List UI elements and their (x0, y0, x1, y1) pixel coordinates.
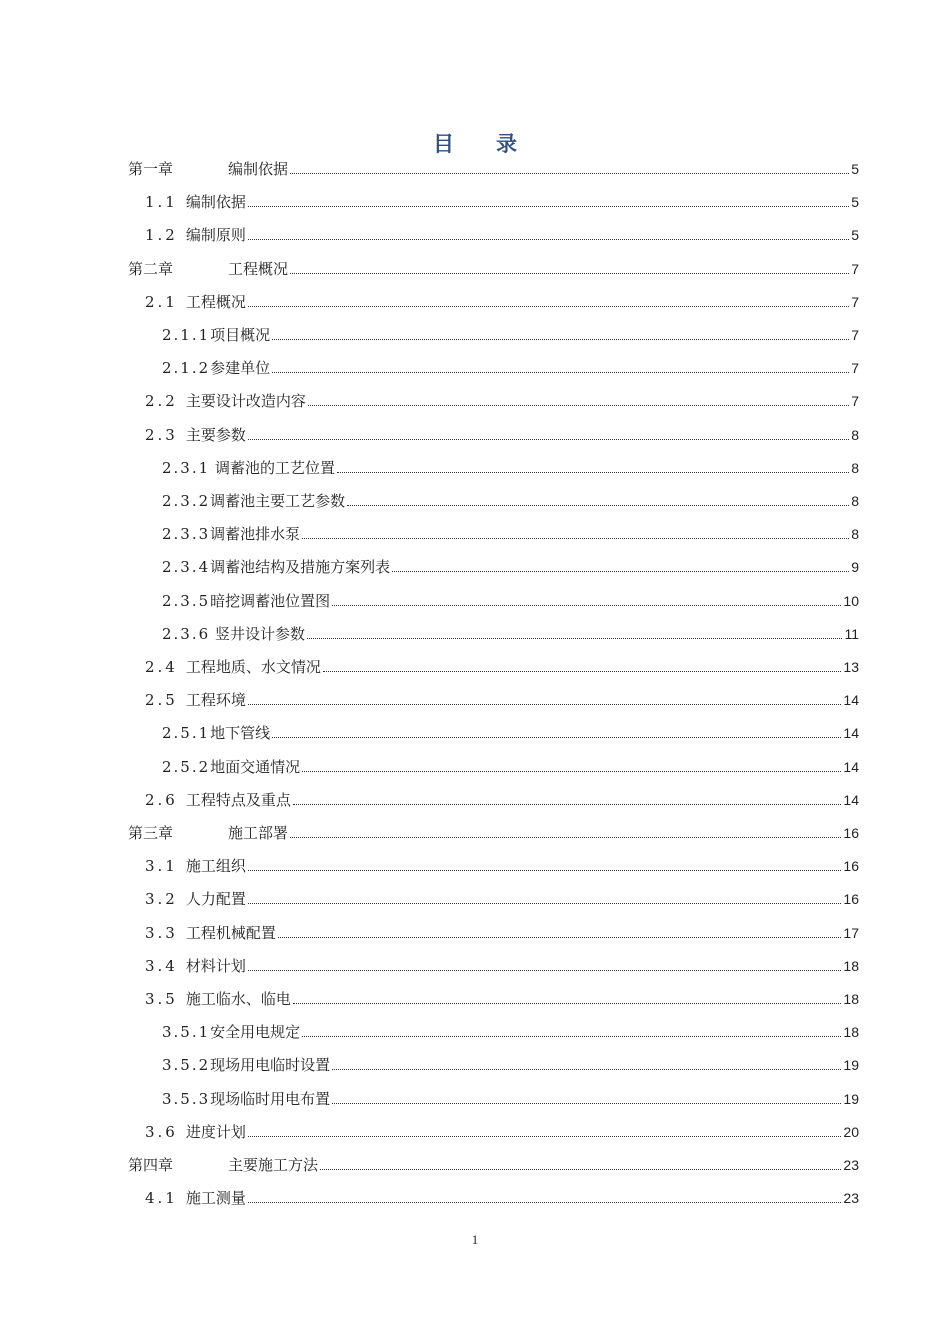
toc-leader-dots (337, 471, 849, 473)
toc-entry-title: 工程概况 (185, 292, 246, 311)
toc-entry-page: 9 (851, 559, 859, 576)
toc-entry-number: 1.2 (145, 226, 178, 245)
toc-entry-number: 2.3.2 (162, 492, 211, 510)
toc-entry-number: 2.5.1 (162, 724, 211, 743)
toc-entry-number: 第四章 (128, 1156, 174, 1174)
toc-leader-dots (302, 537, 849, 539)
toc-entry[interactable] (145, 684, 859, 710)
toc-entry-number: 第二章 (128, 259, 174, 278)
toc-entry-title: 进度计划 (185, 1122, 246, 1141)
toc-entry-number: 3.1 (145, 857, 178, 876)
toc-entry[interactable] (145, 1182, 859, 1208)
toc-entry-number: 2.5.2 (162, 757, 211, 776)
toc-entry-page: 8 (851, 526, 859, 543)
toc-entry-title: 施工临水、临电 (185, 990, 291, 1008)
toc-entry-page: 11 (844, 625, 859, 642)
toc-entry-title: 现场用电临时设置 (210, 1056, 331, 1075)
toc-entry-number: 4.1 (145, 1189, 178, 1208)
toc-entry[interactable] (162, 551, 859, 577)
toc-leader-dots (320, 1168, 841, 1170)
toc-entry-title: 工程地质、水文情况 (185, 658, 321, 676)
toc-leader-dots (392, 570, 849, 572)
toc-leader-dots (302, 770, 841, 772)
toc-entry-page: 20 (843, 1123, 859, 1140)
toc-entry-page: 8 (851, 426, 859, 443)
toc-entry[interactable] (162, 452, 859, 478)
toc-entry-title: 调蓄池排水泵 (210, 525, 301, 544)
toc-leader-dots (308, 404, 849, 406)
toc-entry[interactable] (162, 585, 859, 611)
toc-entry[interactable] (128, 153, 859, 179)
toc-entry-title: 工程概况 (228, 259, 289, 278)
toc-leader-dots (248, 238, 849, 240)
toc-entry-number: 3.3 (145, 923, 178, 942)
toc-entry-title: 人力配置 (185, 890, 246, 909)
toc-leader-dots (248, 1201, 842, 1203)
toc-entry[interactable] (128, 1149, 859, 1175)
toc-entry-title: 主要参数 (185, 425, 246, 444)
toc-entry-page: 14 (843, 692, 859, 709)
toc-entry[interactable] (162, 485, 859, 511)
toc-entry-title: 暗挖调蓄池位置图 (210, 591, 331, 610)
toc-entry[interactable] (162, 1049, 859, 1075)
toc-entry[interactable] (162, 518, 859, 544)
toc-entry-title: 编制依据 (228, 160, 289, 178)
toc-entry[interactable] (162, 1083, 859, 1109)
toc-entry-number: 1.1 (145, 193, 178, 212)
toc-leader-dots (332, 1102, 841, 1104)
toc-entry-page: 23 (843, 1157, 859, 1173)
toc-leader-dots (307, 637, 843, 639)
toc-leader-dots (248, 305, 849, 307)
toc-entry-number: 2.3.4 (162, 558, 211, 577)
toc-leader-dots (272, 736, 841, 738)
toc-leader-dots (272, 338, 849, 340)
toc-entry-page: 7 (851, 393, 859, 410)
toc-entry[interactable] (128, 817, 859, 843)
toc-entry-page: 16 (843, 858, 859, 875)
toc-entry-title: 编制依据 (185, 193, 246, 212)
toc-entry-title: 现场临时用电布置 (210, 1089, 331, 1108)
toc-leader-dots (248, 1135, 842, 1137)
toc-entry-number: 3.6 (145, 1122, 178, 1141)
toc-entry-title: 地下管线 (210, 724, 271, 743)
toc-entry-number: 2.1.2 (162, 359, 211, 378)
toc-entry-title: 材料计划 (185, 956, 246, 975)
toc-entry-page: 23 (843, 1190, 859, 1207)
toc-entry-page: 19 (843, 1057, 859, 1074)
toc-entry[interactable] (162, 717, 859, 743)
toc-leader-dots (248, 969, 842, 971)
toc-leader-dots (347, 504, 849, 506)
toc-entry-page: 7 (851, 327, 859, 343)
toc-entry-title: 施工组织 (185, 857, 246, 876)
toc-entry-page: 18 (843, 1024, 859, 1041)
toc-entry[interactable] (145, 186, 859, 212)
toc-entry-number: 2.6 (145, 790, 178, 809)
toc-leader-dots (290, 172, 849, 174)
toc-entry-page: 17 (843, 924, 859, 941)
toc-entry-page: 5 (851, 194, 859, 211)
toc-entry-title: 地面交通情况 (210, 757, 301, 776)
toc-entry-page: 18 (843, 991, 859, 1007)
toc-entry[interactable] (145, 219, 859, 245)
toc-entry-title: 项目概况 (210, 326, 271, 344)
toc-entry-page: 8 (851, 493, 859, 509)
toc-entry-number: 3.5.1 (162, 1023, 211, 1042)
toc-entry-number: 2.3 (145, 425, 178, 444)
toc-entry-number: 3.4 (145, 956, 178, 975)
toc-entry[interactable] (145, 850, 859, 876)
toc-entry-page: 14 (843, 758, 859, 775)
toc-leader-dots (293, 1002, 842, 1004)
toc-entry-title: 主要设计改造内容 (185, 392, 306, 411)
toc-entry[interactable] (162, 1016, 859, 1042)
toc-entry[interactable] (145, 883, 859, 909)
toc-entry-page: 8 (851, 459, 859, 476)
toc-entry[interactable] (162, 319, 859, 345)
toc-entry-number: 3.5.2 (162, 1056, 211, 1075)
toc-leader-dots (302, 1035, 841, 1037)
toc-entry-title: 调蓄池主要工艺参数 (210, 492, 346, 510)
toc-entry-page: 16 (843, 825, 859, 841)
toc-entry-number: 2.2 (145, 392, 178, 411)
toc-entry-number: 2.5 (145, 691, 178, 710)
toc-entry-title: 竖井设计参数 (210, 624, 305, 643)
toc-entry-title: 工程机械配置 (185, 923, 276, 942)
toc-entry-page: 16 (843, 891, 859, 908)
toc-entry-title: 主要施工方法 (228, 1156, 319, 1174)
toc-entry-page: 5 (851, 161, 859, 177)
toc-entry-title: 安全用电规定 (210, 1023, 301, 1042)
toc-entry[interactable] (145, 950, 859, 976)
toc-entry[interactable] (162, 751, 859, 777)
toc-entry-number: 2.3.5 (162, 591, 211, 610)
toc-entry[interactable] (145, 983, 859, 1009)
toc-entry-number: 2.1 (145, 292, 178, 311)
toc-entry-number: 2.1.1 (162, 326, 211, 344)
toc-entry-number: 2.3.6 (162, 624, 211, 643)
toc-entry-title: 参建单位 (210, 359, 271, 378)
toc-entry[interactable] (145, 1116, 859, 1142)
toc-entry-page: 7 (851, 260, 859, 277)
toc-entry-page: 13 (843, 659, 859, 675)
page-number: 1 (471, 1232, 479, 1247)
toc-entry[interactable] (145, 651, 859, 677)
toc-leader-dots (248, 902, 842, 904)
toc-entry-title: 施工测量 (185, 1189, 246, 1208)
toc-entry-page: 5 (851, 227, 859, 244)
toc-entry[interactable] (145, 286, 859, 312)
toc-entry[interactable] (145, 784, 859, 810)
toc-entry-page: 7 (851, 360, 859, 377)
page-title: 目录 (433, 131, 559, 156)
toc-leader-dots (248, 869, 842, 871)
toc-entry-page: 18 (843, 957, 859, 974)
toc-entry[interactable] (145, 419, 859, 445)
toc-entry-page: 19 (843, 1090, 859, 1107)
toc-entry-page: 14 (843, 791, 859, 808)
toc-entry[interactable] (145, 917, 859, 943)
toc-leader-dots (248, 438, 849, 440)
toc-entry-page: 7 (851, 293, 859, 310)
toc-leader-dots (272, 371, 849, 373)
toc-entry-number: 第三章 (128, 824, 174, 842)
toc-entry-title: 调蓄池的工艺位置 (210, 458, 335, 477)
toc-leader-dots (248, 205, 849, 207)
toc-entry-number: 2.3.3 (162, 525, 211, 544)
toc-entry-title: 调蓄池结构及措施方案列表 (210, 558, 391, 577)
toc-entry[interactable] (128, 253, 859, 279)
toc-entry-page: 14 (843, 725, 859, 742)
toc-entry-page: 10 (843, 592, 859, 609)
toc-leader-dots (332, 604, 841, 606)
toc-leader-dots (293, 803, 842, 805)
toc-leader-dots (290, 272, 849, 274)
toc-entry-number: 3.5.3 (162, 1089, 211, 1108)
toc-leader-dots (278, 936, 842, 938)
toc-entry-title: 编制原则 (185, 226, 246, 245)
toc-entry[interactable] (162, 352, 859, 378)
toc-entry-number: 2.3.1 (162, 458, 211, 477)
toc-leader-dots (290, 836, 841, 838)
toc-entry-title: 施工部署 (228, 824, 289, 842)
toc-entry-number: 2.4 (145, 658, 178, 676)
toc-entry-title: 工程特点及重点 (185, 790, 291, 809)
toc-entry-number: 第一章 (128, 160, 174, 178)
toc-entry-title: 工程环境 (185, 691, 246, 710)
toc-entry[interactable] (162, 618, 859, 644)
toc-entry-number: 3.5 (145, 990, 178, 1008)
toc-leader-dots (248, 703, 842, 705)
toc-leader-dots (332, 1068, 841, 1070)
toc-entry-number: 3.2 (145, 890, 178, 909)
toc-entry[interactable] (145, 385, 859, 411)
toc-leader-dots (323, 670, 842, 672)
